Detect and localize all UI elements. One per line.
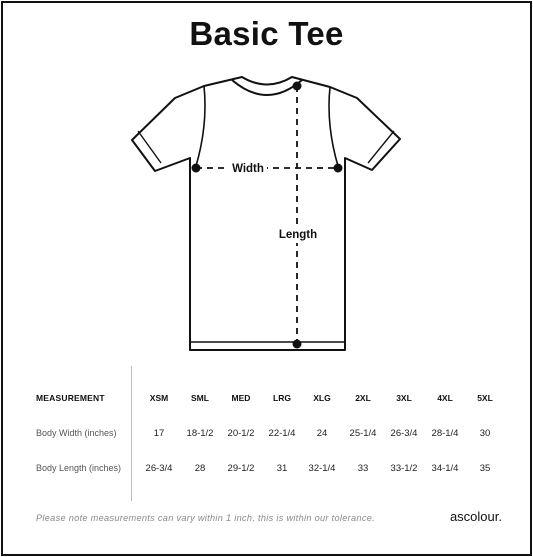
table-cell: 31 [276,463,288,474]
table-cell: 28-1/4 [431,428,459,439]
width-right-dot [334,164,343,173]
size-header: MED [231,393,251,403]
table-cell: 22-1/4 [268,428,296,439]
brand-logo: ascolour. [449,509,502,524]
table-cell: 29-1/2 [227,463,255,474]
size-header: SML [191,393,209,403]
size-header: 5XL [477,393,493,403]
table-cell: 32-1/4 [308,463,336,474]
tolerance-note: Please note measurements can vary within 1 inch, this is within our tolerance. [36,513,375,523]
table-cell: 18-1/2 [186,428,214,439]
size-header: XSM [149,393,169,403]
table-cell: 26-3/4 [145,463,173,474]
table-cell: 28 [194,463,206,474]
tee-outline [132,77,400,350]
length-bottom-dot [293,340,302,349]
table-cell: 33 [357,463,369,474]
length-top-dot [293,82,302,91]
table-cell: 26-3/4 [390,428,418,439]
table-cell: 30 [479,428,491,439]
row-label: Body Length (inches) [36,463,122,473]
table-cell: 33-1/2 [390,463,418,474]
table-cell: 20-1/2 [227,428,255,439]
size-header: XLG [313,393,331,403]
width-label: Width [232,163,264,175]
table-cell: 35 [479,463,491,474]
size-header: LRG [273,393,291,403]
size-header: 3XL [396,393,412,403]
row-label: Body Width (inches) [36,428,117,438]
table-row-body-length [0,463,533,483]
width-left-dot [192,164,201,173]
table-row-body-width [0,428,533,448]
length-label: Length [278,229,318,241]
header-measurement-label: MEASUREMENT [36,393,105,403]
table-cell: 17 [153,428,165,439]
size-header: 2XL [355,393,371,403]
table-cell: 24 [316,428,328,439]
size-header: 4XL [437,393,453,403]
page-title: Basic Tee [189,15,344,52]
table-cell: 34-1/4 [431,463,459,474]
table-cell: 25-1/4 [349,428,377,439]
table-header-row [0,393,533,413]
